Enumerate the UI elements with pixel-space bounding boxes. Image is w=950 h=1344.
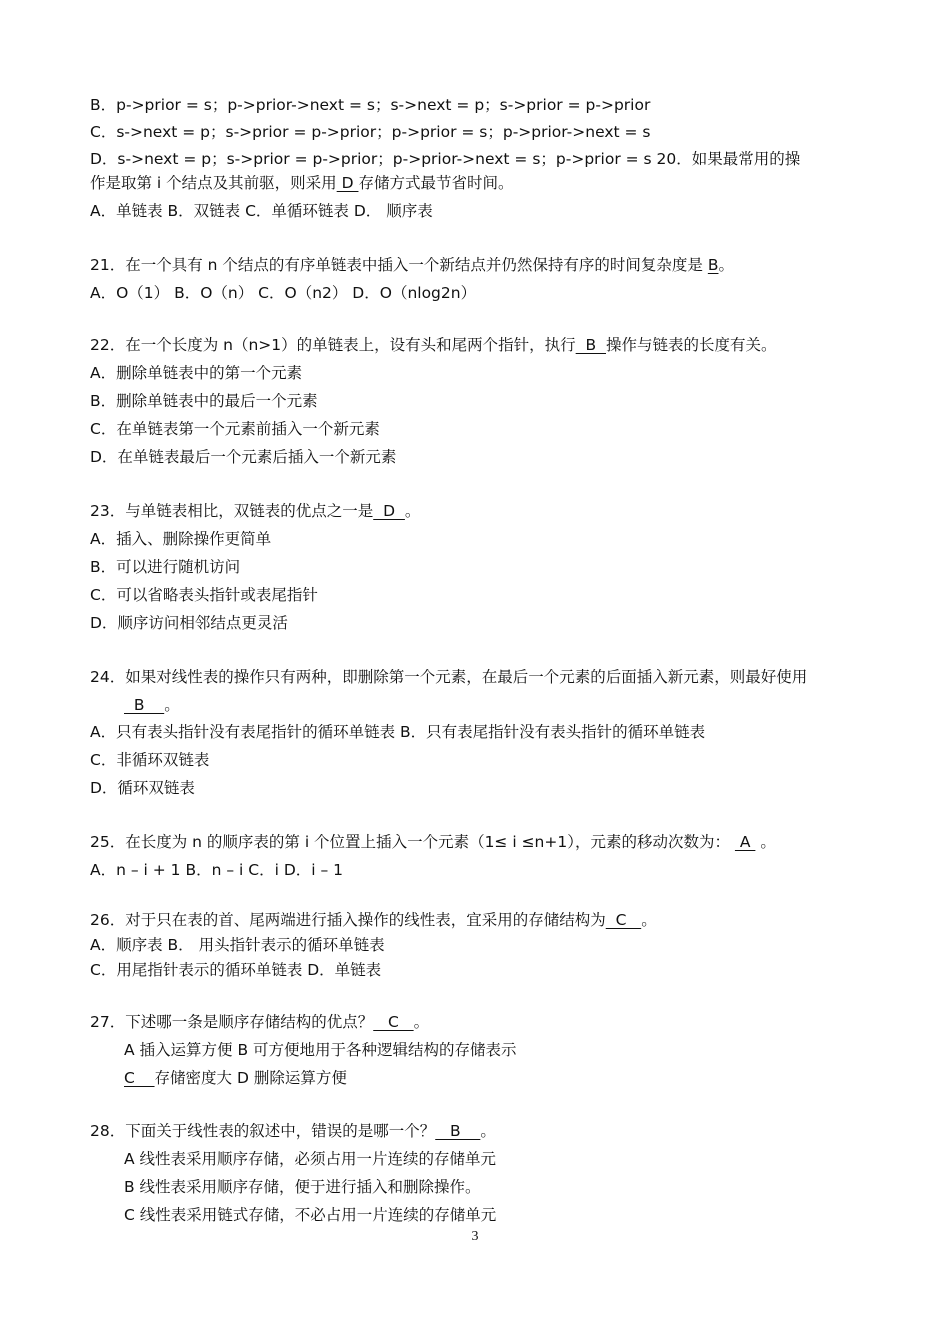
question-text: 。 [718,256,734,274]
option-line: A．顺序表 B． 用头指针表示的循环单链表 [90,936,385,954]
option-line: B．删除单链表中的最后一个元素 [90,392,318,410]
question-text: 。 [413,1013,430,1031]
question-text: 。 [641,911,657,929]
question-23-prompt [90,501,420,521]
answer-blank: C [124,1069,155,1087]
question-26-prompt [90,910,657,930]
question-text: 25．在长度为 n 的顺序表的第 i 个位置上插入一个元素（1≤ i ≤n+1），元素的移动次数为： [90,833,735,851]
question-text: 。 [164,696,180,714]
option-line: D．顺序访问相邻结点更灵活 [90,614,288,632]
question-text: 27．下述哪一条是顺序存储结构的优点？ [90,1013,374,1031]
question-27-prompt [90,1012,429,1032]
option-line: C．用尾指针表示的循环单链表 D．单链表 [90,961,382,979]
text-line: C．s->next = p；s->prior = p->prior；p->prior = s；p->prior->next = s [90,123,651,141]
option-line-selected [124,1068,347,1088]
answer-blank: B [707,256,719,274]
option-line: B．可以进行随机访问 [90,558,241,576]
question-25-prompt [90,832,776,852]
question-24-answer [124,695,180,715]
option-line: A．删除单链表中的第一个元素 [90,364,303,382]
option-line: C 线性表采用链式存储，不必占用一片连续的存储单元 [124,1206,497,1224]
option-line: C．可以省略表头指针或表尾指针 [90,586,318,604]
option-line: A．单链表 B．双链表 C．单循环链表 D． 顺序表 [90,202,433,220]
answer-blank: C [605,911,642,929]
option-line: D．循环双链表 [90,779,195,797]
question-text: 28．下面关于线性表的叙述中，错误的是哪一个？ [90,1122,436,1140]
question-text: 23．与单链表相比，双链表的优点之一是 [90,502,374,520]
question-text: 操作与链表的长度有关。 [606,336,777,354]
answer-blank: D [336,174,359,192]
question-21-prompt [90,255,734,275]
option-line: B 线性表采用顺序存储，便于进行插入和删除操作。 [124,1178,481,1196]
option-line: D．在单链表最后一个元素后插入一个新元素 [90,448,397,466]
text-line: D．s->next = p；s->prior = p->prior；p->prior->next = s；p->prior = s 20．如果最常用的操 [90,150,801,168]
question-text: 22．在一个长度为 n（n>1）的单链表上，设有头和尾两个指针，执行 [90,336,576,354]
answer-blank: A [734,833,756,851]
question-text: 作是取第 i 个结点及其前驱，则采用 [90,174,337,192]
question-text: 存储方式最节省时间。 [358,174,514,192]
question-text: 26．对于只在表的首、尾两端进行插入操作的线性表，宜采用的存储结构为 [90,911,606,929]
option-line: C．在单链表第一个元素前插入一个新元素 [90,420,380,438]
option-line: A．只有表头指针没有表尾指针的循环单链表 B．只有表尾指针没有表头指针的循环单链表 [90,723,706,741]
question-22-prompt [90,335,777,355]
option-text: 存储密度大 D 删除运算方便 [154,1069,347,1087]
answer-blank: B [435,1122,481,1140]
option-line: C．非循环双链表 [90,751,210,769]
option-line: A 插入运算方便 B 可方便地用于各种逻辑结构的存储表示 [124,1041,517,1059]
option-line: A．O（1） B．O（n） C．O（n2） D．O（nlog2n） [90,284,477,302]
answer-blank: B [124,696,165,714]
answer-blank: B [575,336,606,354]
option-line: A．n – i + 1 B．n – i C．i D．i – 1 [90,861,344,879]
answer-blank: D [373,502,405,520]
question-20-prompt [90,173,513,193]
question-28-prompt [90,1121,496,1141]
answer-blank: C [373,1013,414,1031]
question-text: 。 [404,502,421,520]
text-line: B．p->prior = s；p->prior->next = s；s->next = p；s->prior = p->prior [90,96,651,114]
page-number: 3 [471,1229,479,1244]
option-line: A 线性表采用顺序存储，必须占用一片连续的存储单元 [124,1150,497,1168]
question-text: 21．在一个具有 n 个结点的有序单链表中插入一个新结点并仍然保持有序的时间复杂度是 [90,256,708,274]
option-line: A．插入、删除操作更简单 [90,530,272,548]
question-text: 。 [480,1122,496,1140]
question-text: 。 [755,833,776,851]
question-24-prompt: 24．如果对线性表的操作只有两种，即删除第一个元素，在最后一个元素的后面插入新元素，则最好使用 [90,668,808,686]
